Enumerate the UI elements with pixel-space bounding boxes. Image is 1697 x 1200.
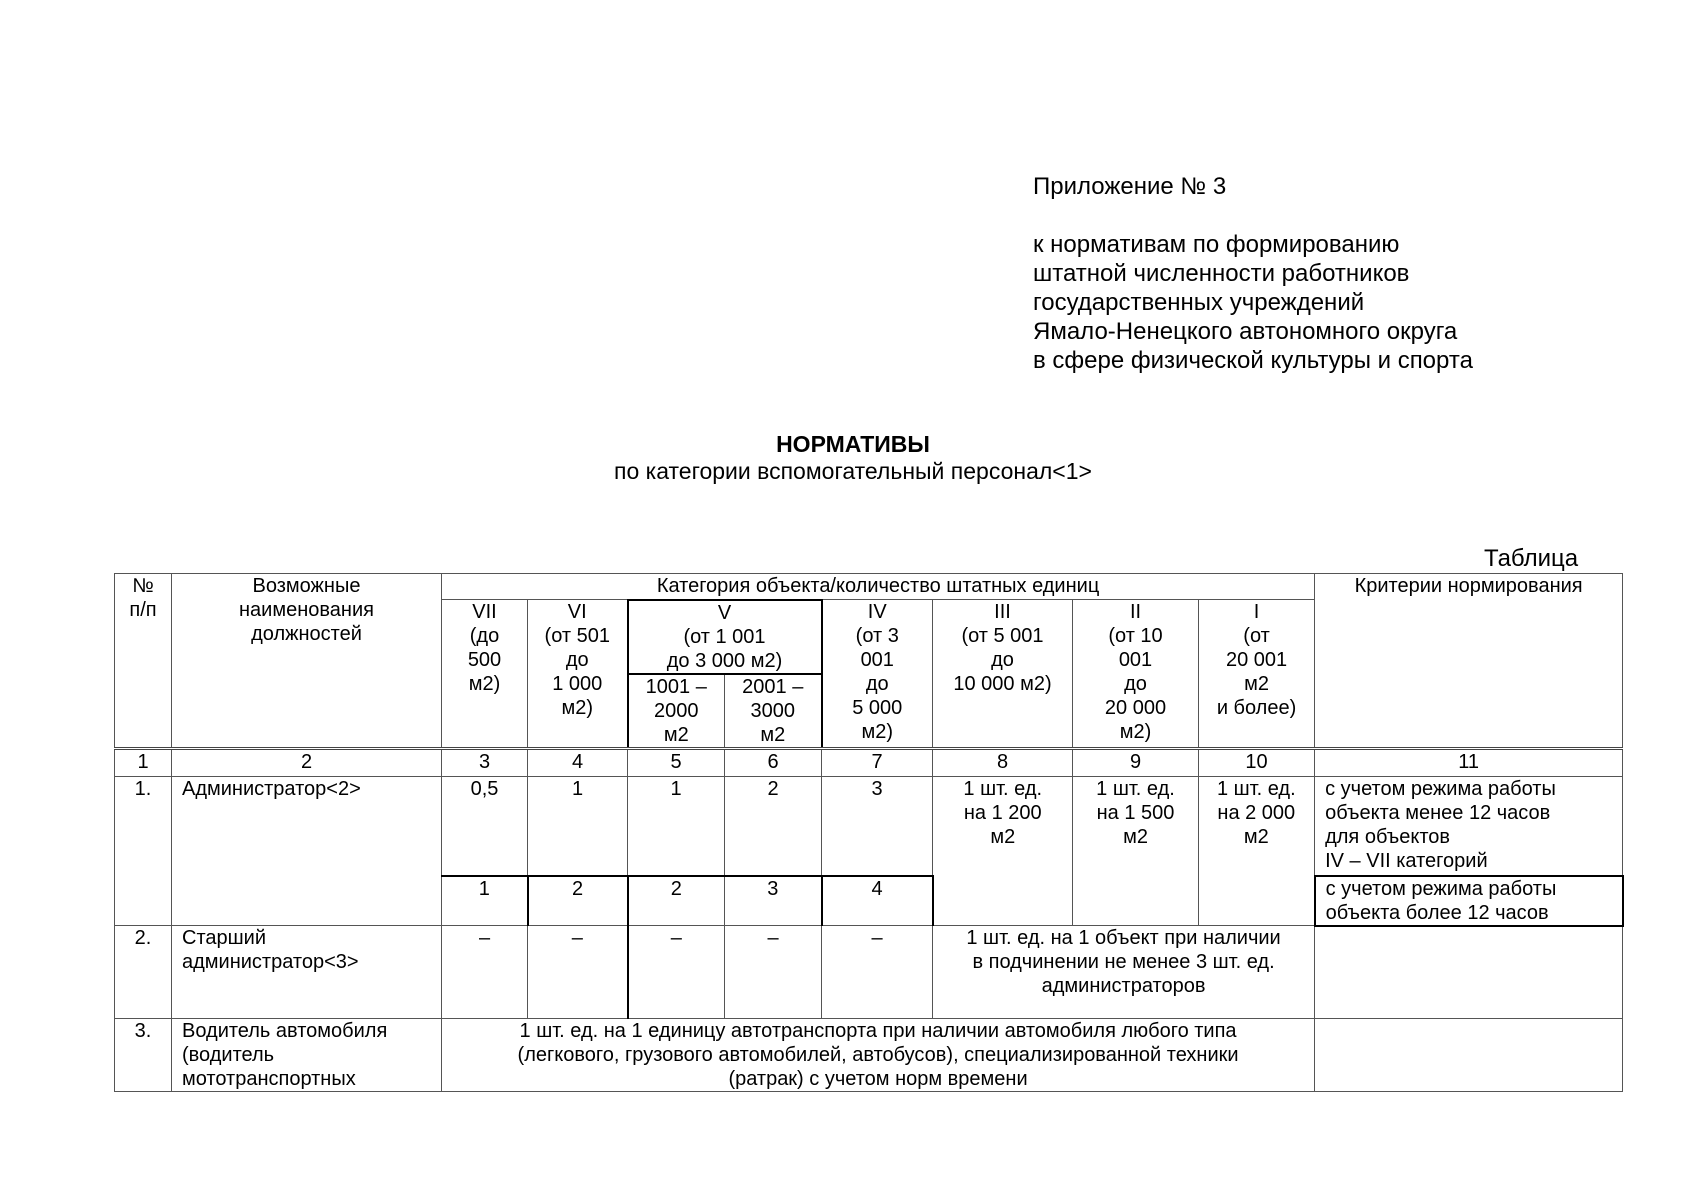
row-name: Водитель автомобиля (водитель мототранспортных — [172, 1019, 442, 1092]
header-cat-v: V (от 1 001 до 3 000 м2) — [628, 600, 822, 674]
index-cell: 2 — [172, 749, 442, 777]
index-row — [115, 749, 1623, 777]
index-cell: 11 — [1315, 749, 1623, 777]
header-criteria: Критерии нормирования — [1315, 574, 1623, 749]
index-cell: 3 — [442, 749, 528, 777]
header-category-group: Категория объекта/количество штатных единиц — [442, 574, 1315, 600]
appendix-line: к нормативам по формированию — [1033, 231, 1400, 258]
criteria-cell: с учетом режима работы объекта менее 12 часов для объектов IV – VII категорий — [1315, 777, 1623, 876]
index-cell: 6 — [725, 749, 822, 777]
header-cat-i: I (от 20 001 м2 и более) — [1199, 600, 1315, 749]
value-cell: 2 — [628, 876, 725, 926]
value-cell: 1 — [442, 876, 528, 926]
index-cell: 9 — [1073, 749, 1199, 777]
norms-table — [114, 573, 1624, 1092]
index-cell: 7 — [822, 749, 933, 777]
header-num: № п/п — [115, 574, 172, 749]
appendix-line: в сфере физической культуры и спорта — [1033, 347, 1473, 374]
value-cell: 1 — [628, 777, 725, 876]
row-name: Администратор<2> — [172, 777, 442, 926]
table-row — [115, 926, 1623, 1019]
index-cell: 8 — [933, 749, 1073, 777]
header-cat-v-sub-b: 2001 – 3000 м2 — [725, 674, 822, 749]
criteria-cell — [1315, 1019, 1623, 1092]
row-num: 2. — [115, 926, 172, 1019]
value-cell-cat-i: 1 шт. ед. на 2 000 м2 — [1199, 777, 1315, 926]
value-cell-cat-ii: 1 шт. ед. на 1 500 м2 — [1073, 777, 1199, 926]
row-num: 3. — [115, 1019, 172, 1092]
criteria-cell — [1315, 926, 1623, 1019]
appendix-line: государственных учреждений — [1033, 289, 1365, 316]
criteria-cell: с учетом режима работы объекта более 12 часов — [1315, 876, 1623, 926]
value-cell: 1 — [528, 777, 628, 876]
value-cell: 2 — [725, 777, 822, 876]
value-cell-cat-iii: 1 шт. ед. на 1 200 м2 — [933, 777, 1073, 926]
table-label: Таблица — [1484, 545, 1579, 572]
appendix-block — [1033, 172, 1473, 375]
value-cell: 4 — [822, 876, 933, 926]
header-row — [115, 574, 1623, 600]
value-cell: – — [725, 926, 822, 1019]
title-main: НОРМАТИВЫ — [776, 431, 930, 457]
appendix-number: Приложение № 3 — [1033, 173, 1227, 200]
index-cell: 1 — [115, 749, 172, 777]
row-num: 1. — [115, 777, 172, 926]
header-cat-vi: VI (от 501 до 1 000 м2) — [528, 600, 628, 749]
value-cell: 0,5 — [442, 777, 528, 876]
header-cat-vii: VII (до 500 м2) — [442, 600, 528, 749]
merged-value-cell: 1 шт. ед. на 1 единицу автотранспорта при наличии автомобиля любого типа (легкового, грузового автомобилей, автобусов), специализированной техники (ратрак) с учетом норм времени — [442, 1019, 1315, 1092]
header-cat-v-sub-a: 1001 – 2000 м2 — [628, 674, 725, 749]
title-sub: по категории вспомогательный персонал<1> — [614, 458, 1092, 484]
merged-value-cell: 1 шт. ед. на 1 объект при наличии в подчинении не менее 3 шт. ед. администраторов — [933, 926, 1315, 1019]
table-row — [115, 1019, 1623, 1092]
value-cell: 3 — [822, 777, 933, 876]
value-cell: 2 — [528, 876, 628, 926]
value-cell: 3 — [725, 876, 822, 926]
table-row — [115, 777, 1623, 876]
value-cell: – — [442, 926, 528, 1019]
appendix-line: Ямало-Ненецкого автономного округа — [1033, 318, 1458, 345]
appendix-line: штатной численности работников — [1033, 260, 1410, 287]
header-cat-ii: II (от 10 001 до 20 000 м2) — [1073, 600, 1199, 749]
value-cell: – — [628, 926, 725, 1019]
value-cell: – — [822, 926, 933, 1019]
index-cell: 10 — [1199, 749, 1315, 777]
value-cell: – — [528, 926, 628, 1019]
header-cat-iv: IV (от 3 001 до 5 000 м2) — [822, 600, 933, 749]
document-title — [0, 431, 1697, 485]
header-cat-iii: III (от 5 001 до 10 000 м2) — [933, 600, 1073, 749]
index-cell: 4 — [528, 749, 628, 777]
index-cell: 5 — [628, 749, 725, 777]
header-position: Возможные наименования должностей — [172, 574, 442, 749]
row-name: Старший администратор<3> — [172, 926, 442, 1019]
